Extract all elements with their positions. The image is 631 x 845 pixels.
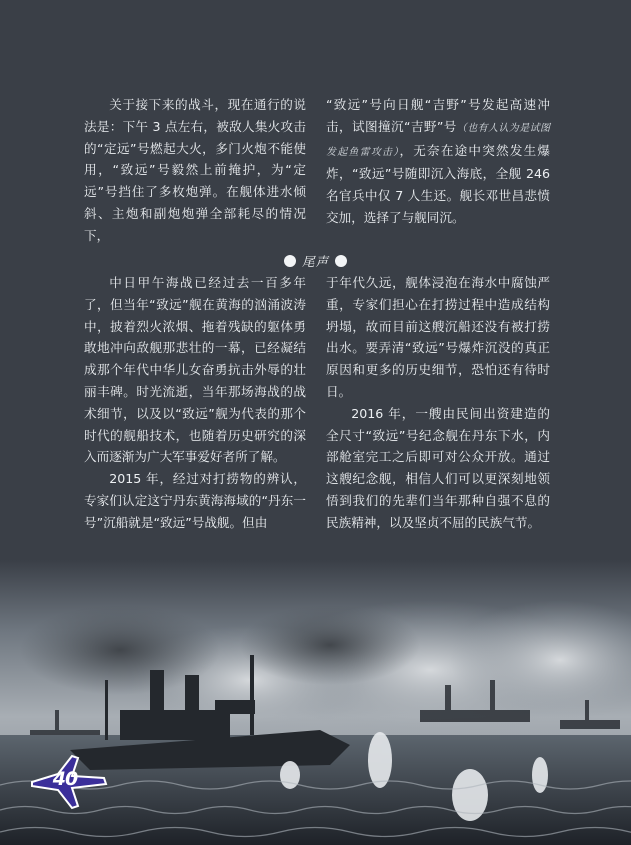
paragraph: 关于接下来的战斗，现在通行的说法是：下午 3 点左右，被敌人集火攻击的“定远”号燃起大火，多门火炮不能使用，“致远”号毅然上前掩护，为“定远”号挡住了多枚炮弹。在舰体进水倾斜、主炮和副炮炮弹全部耗尽的情况下， bbox=[84, 97, 306, 243]
paragraph-text: “致远”号向日舰“吉野”号发起高速冲击，试图撞沉“吉野”号 bbox=[326, 97, 550, 134]
bullet-dot-icon bbox=[335, 255, 347, 267]
paragraph: 中日甲午海战已经过去一百多年了，但当年“致远”舰在黄海的汹涌波涛中，披着烈火浓烟、拖着残缺的躯体勇敢地冲向敌舰那悲壮的一幕，已经凝结成那个年代中华儿女奋勇抗击外辱的壮丽丰碑。时光流逝，当年那场海战的战术细节，以及以“致远”舰为代表的那个时代的舰船技术，也随着历史研究的深入而逐渐为广大军事爱好者所了解。 bbox=[84, 275, 306, 465]
bullet-dot-icon bbox=[284, 255, 296, 267]
bottom-right-column bbox=[326, 272, 550, 534]
paragraph: 2016 年，一艘由民间出资建造的全尺寸“致远”号纪念舰在丹东下水，内部舱室完工之后即可对公众开放。通过这艘纪念舰，相信人们可以更深刻地领悟到我们的先辈们当年那种自强不息的民族精神，以及坚贞不屈的民族气节。 bbox=[326, 405, 550, 530]
italic-note: （也有人认为是试图发起鱼雷攻击） bbox=[326, 122, 550, 158]
paragraph-text: ，无奈在途中突然发生爆炸，“致远”号随即沉入海底，全舰 246 名官兵中仅 7 人生还。舰长邓世昌悲愤交加，选择了与舰同沉。 bbox=[326, 142, 551, 225]
top-right-column bbox=[326, 94, 550, 229]
bottom-left-column bbox=[84, 272, 306, 534]
paragraph: 于年代久远，舰体浸泡在海水中腐蚀严重，专家们担心在打捞过程中造成结构坍塌，故而目前这艘沉船还没有被打捞出水。要弄清“致远”号爆炸沉没的真正原因和更多的历史细节，恐怕还有待时日。 bbox=[326, 275, 550, 399]
page-number: 40 bbox=[52, 768, 78, 790]
paragraph: 2015 年，经过对打捞物的辨认，专家们认定这宁丹东黄海海域的“丹东一号”沉船就是“致远”号战舰。但由 bbox=[84, 471, 306, 530]
section-heading bbox=[0, 252, 631, 270]
page-number-badge bbox=[28, 752, 108, 812]
paragraph bbox=[326, 94, 550, 229]
top-left-column bbox=[84, 94, 306, 247]
section-heading-text: 尾声 bbox=[301, 254, 329, 269]
